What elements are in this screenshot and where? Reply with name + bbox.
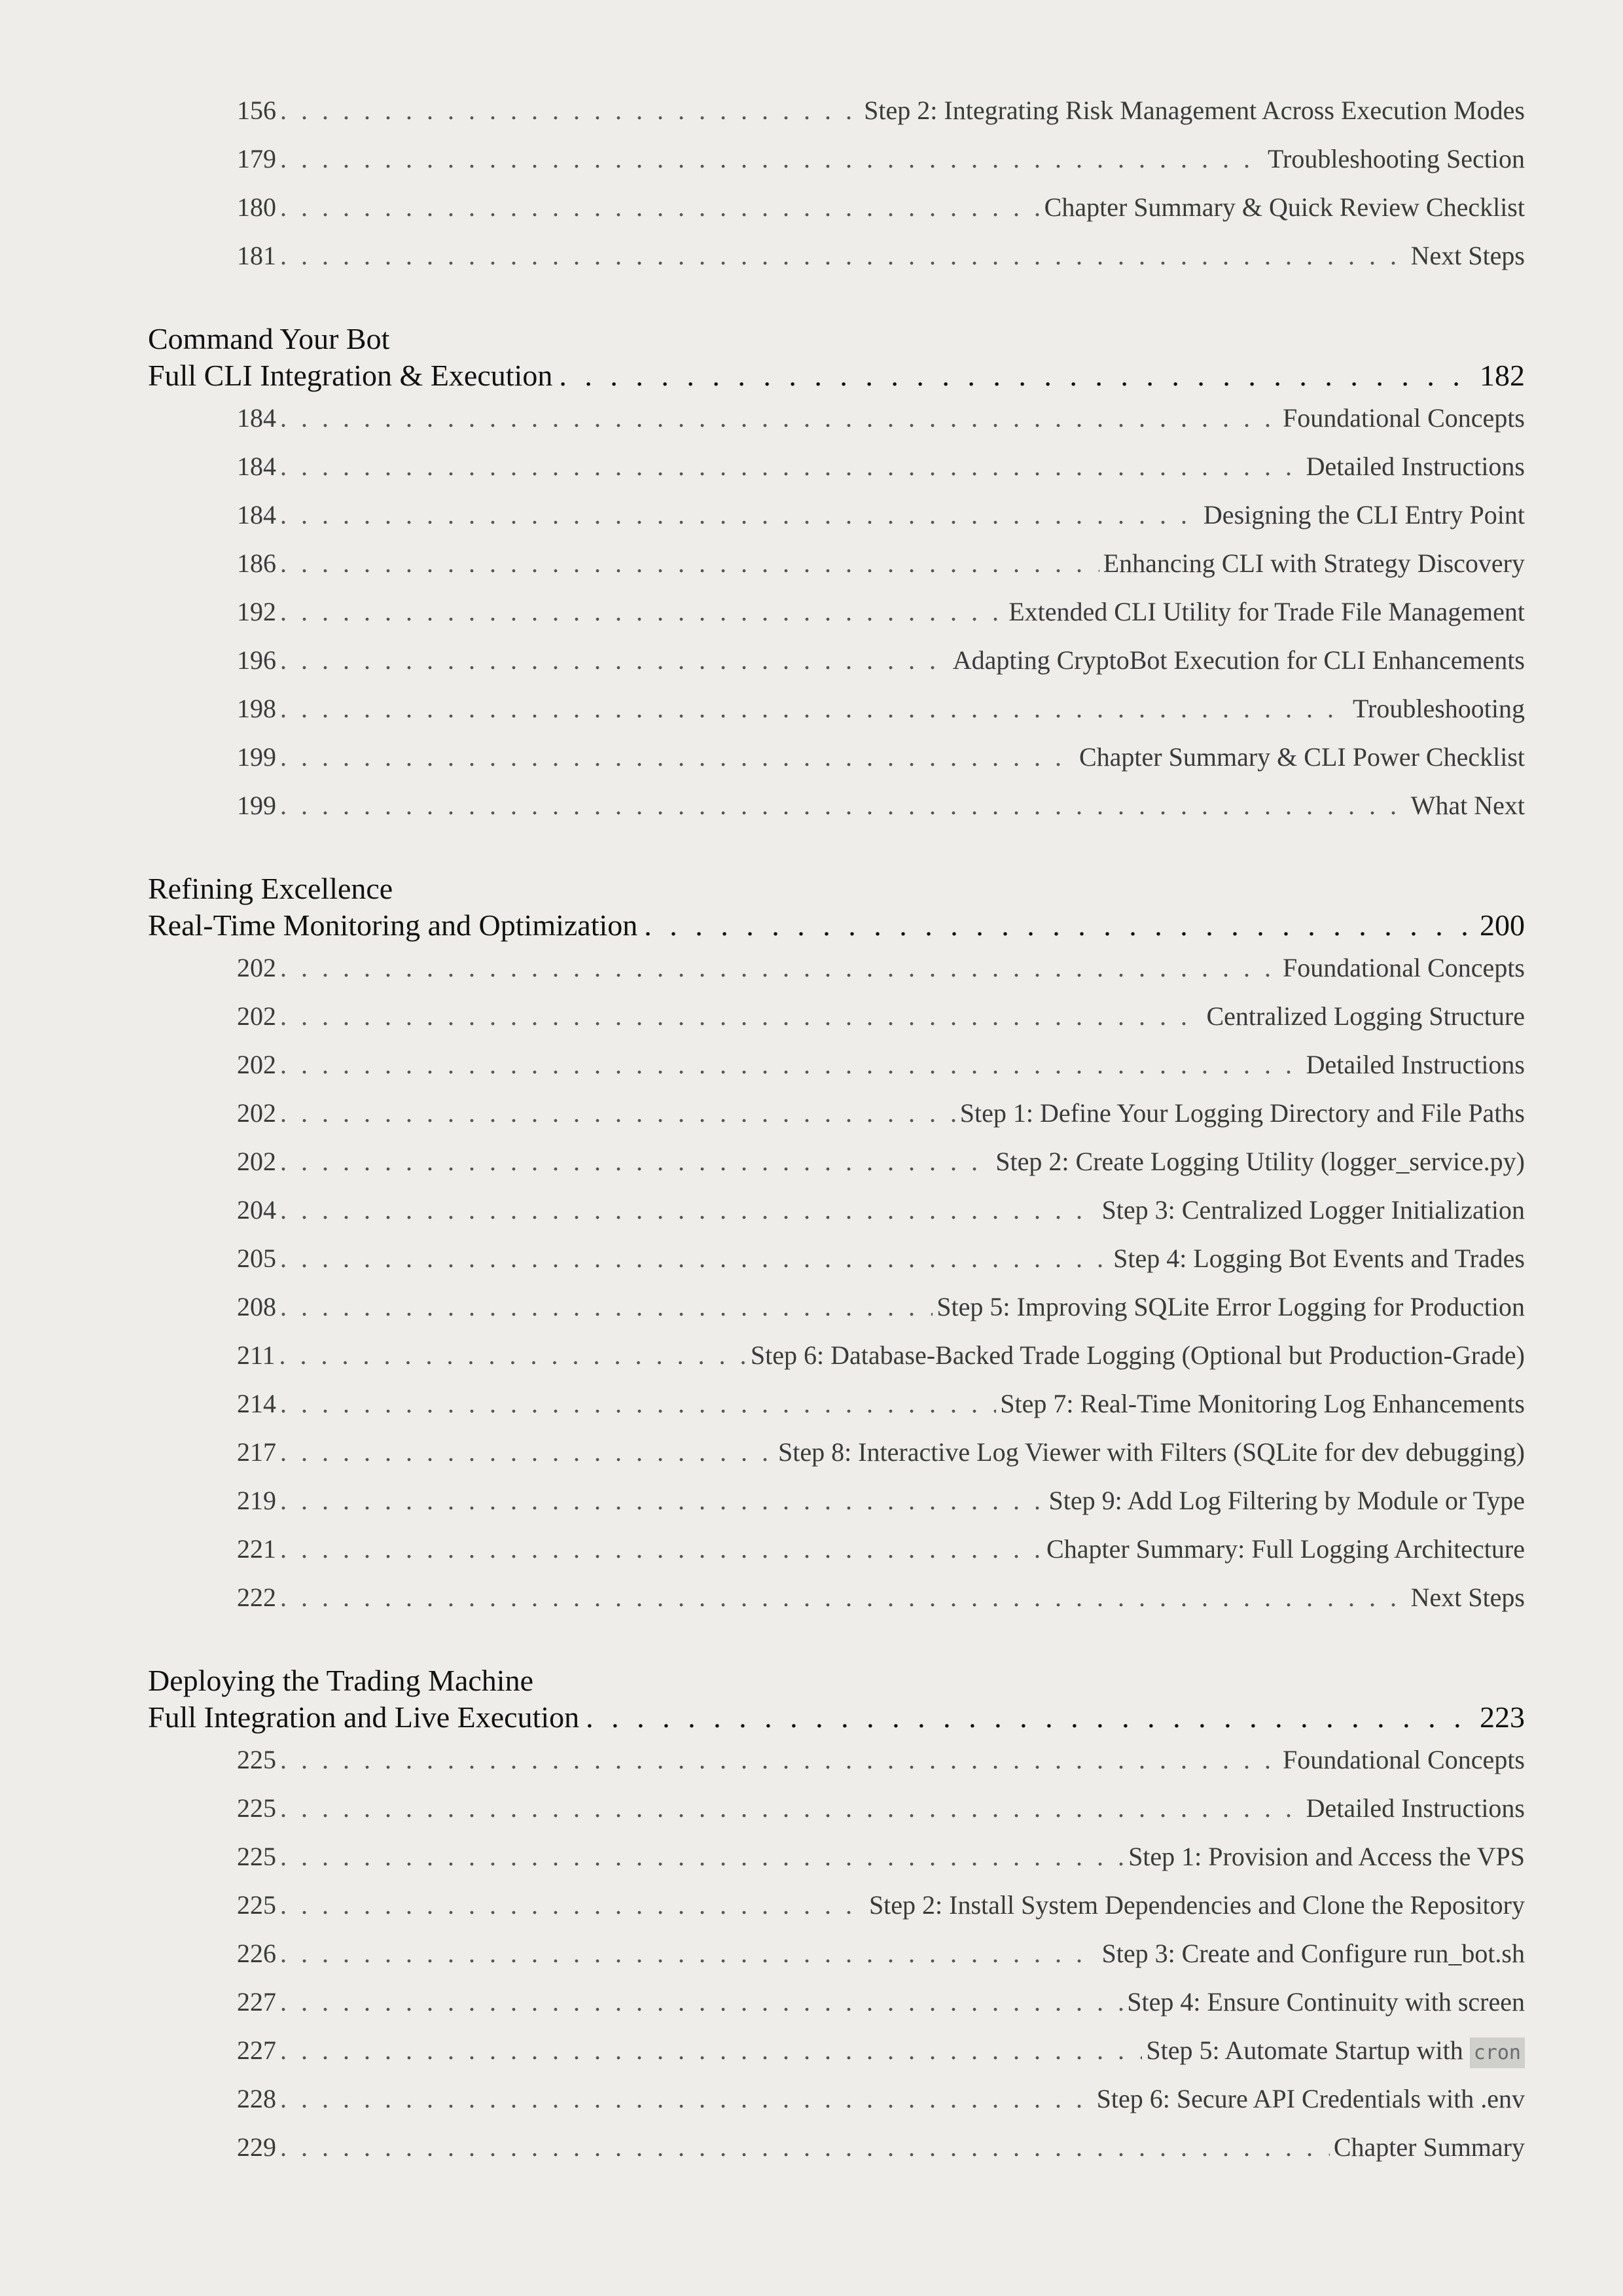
toc-entry[interactable]	[237, 1234, 1525, 1283]
entry-page-number: 225	[237, 1842, 276, 1871]
entry-title	[1146, 2026, 1525, 2077]
entry-title-text: Chapter Summary	[1333, 2132, 1525, 2162]
entry-title-text: Centralized Logging Structure	[1206, 1001, 1525, 1031]
entry-page-number: 227	[237, 2036, 276, 2065]
dot-leader	[280, 944, 1279, 992]
dot-leader	[280, 1881, 865, 1929]
toc-entry[interactable]	[237, 86, 1525, 135]
entry-title-text: Step 3: Create and Configure run_bot.sh	[1101, 1939, 1525, 1968]
entry-title-text: Chapter Summary: Full Logging Architecture	[1046, 1534, 1525, 1564]
entry-title	[1127, 1978, 1525, 2026]
dot-leader	[280, 636, 949, 685]
chapter-subtitle: Full CLI Integration & Execution	[148, 359, 553, 392]
entry-page-number: 179	[237, 144, 276, 173]
entry-title	[1411, 232, 1525, 280]
dot-leader	[280, 183, 1041, 232]
toc-entry[interactable]	[237, 394, 1525, 442]
chapter-heading-row[interactable]	[148, 357, 1525, 394]
entry-page-number: 184	[237, 452, 276, 481]
entry-title-text: Enhancing CLI with Strategy Discovery	[1103, 548, 1525, 578]
toc-entry[interactable]	[237, 992, 1525, 1041]
entry-title	[1268, 135, 1525, 183]
leading-entries	[148, 86, 1525, 280]
entry-title-text: Step 9: Add Log Filtering by Module or Type	[1048, 1486, 1525, 1515]
entry-page-number: 211	[237, 1340, 276, 1370]
chapter-dot-leader	[586, 1699, 1473, 1736]
entry-title	[1113, 1234, 1525, 1283]
toc-entry[interactable]	[237, 232, 1525, 280]
toc-entry[interactable]	[237, 183, 1525, 232]
entry-title	[1283, 1736, 1525, 1784]
chapter-dot-leader	[644, 907, 1473, 944]
dot-leader	[280, 1525, 1043, 1573]
toc-entry[interactable]	[237, 733, 1525, 781]
chapter-list	[148, 321, 1525, 2172]
entry-title	[995, 1138, 1525, 1186]
toc-entry[interactable]	[237, 1784, 1525, 1833]
entry-title-text: Step 2: Install System Dependencies and Clone the Repository	[868, 1890, 1525, 1920]
entry-page-number: 228	[237, 2084, 276, 2113]
entry-title-text: Step 1: Define Your Logging Directory and File Paths	[959, 1098, 1525, 1128]
table-of-contents	[148, 86, 1525, 2177]
entry-title	[1046, 1525, 1525, 1573]
entry-page-number: 180	[237, 192, 276, 222]
chapter-block	[148, 870, 1525, 1622]
toc-entry[interactable]	[237, 1477, 1525, 1525]
entry-page-number: 181	[237, 241, 276, 270]
entry-title	[1048, 1477, 1525, 1525]
entry-title	[1102, 1186, 1525, 1234]
toc-entry[interactable]	[237, 135, 1525, 183]
toc-entry[interactable]	[237, 2075, 1525, 2123]
entry-page-number: 217	[237, 1437, 276, 1467]
entry-title	[1306, 1041, 1525, 1089]
entry-title	[1411, 1573, 1525, 1622]
toc-entry[interactable]	[237, 1525, 1525, 1573]
toc-entry[interactable]	[237, 1041, 1525, 1089]
entry-title-text: Step 8: Interactive Log Viewer with Filters (SQLite for dev debugging)	[777, 1437, 1525, 1467]
dot-leader	[280, 733, 1075, 781]
dot-leader	[280, 992, 1202, 1041]
chapter-page-number: 223	[1480, 1700, 1525, 1734]
dot-leader	[280, 442, 1302, 491]
entry-title	[1097, 2075, 1525, 2123]
dot-leader	[280, 1283, 933, 1331]
dot-leader	[280, 2026, 1142, 2075]
dot-leader	[280, 1736, 1279, 1784]
dot-leader	[280, 588, 1005, 636]
entry-title-text: Detailed Instructions	[1306, 1793, 1525, 1823]
toc-entry[interactable]	[237, 1428, 1525, 1477]
entry-page-number: 184	[237, 403, 276, 433]
entry-page-number: 202	[237, 1098, 276, 1128]
entry-page-number: 184	[237, 500, 276, 529]
entry-page-number: 219	[237, 1486, 276, 1515]
entry-title	[1334, 2123, 1525, 2172]
chapter-page-number: 182	[1480, 359, 1525, 392]
entry-title-text: Troubleshooting	[1352, 694, 1525, 723]
entry-title-text: Foundational Concepts	[1283, 403, 1525, 433]
chapter-dot-leader	[559, 357, 1473, 394]
toc-entry[interactable]	[237, 1573, 1525, 1622]
entry-page-number: 199	[237, 791, 276, 820]
toc-entry[interactable]	[237, 1331, 1525, 1380]
entry-title	[953, 636, 1525, 685]
entry-title-text: Step 3: Centralized Logger Initialization	[1101, 1195, 1525, 1225]
toc-entry[interactable]	[237, 588, 1525, 636]
entry-title-text: What Next	[1410, 791, 1525, 820]
dot-leader	[280, 685, 1349, 733]
entry-title	[1306, 442, 1525, 491]
entry-title	[936, 1283, 1525, 1331]
entry-title	[1283, 394, 1525, 442]
entry-page-number: 192	[237, 597, 276, 626]
dot-leader	[280, 781, 1407, 830]
entry-page-number: 226	[237, 1939, 276, 1968]
dot-leader	[280, 1186, 1098, 1234]
entry-title-text: Detailed Instructions	[1306, 1050, 1525, 1079]
entry-title-text: Troubleshooting Section	[1268, 144, 1525, 173]
entry-page-number: 229	[237, 2132, 276, 2162]
entry-page-number: 205	[237, 1244, 276, 1273]
toc-entry[interactable]	[237, 1881, 1525, 1929]
chapter-subtitle: Real-Time Monitoring and Optimization	[148, 908, 638, 942]
dot-leader	[279, 1331, 747, 1380]
entry-page-number: 214	[237, 1389, 276, 1418]
entry-title	[1411, 781, 1525, 830]
dot-leader	[280, 86, 860, 135]
dot-leader	[280, 539, 1099, 588]
entry-page-number: 225	[237, 1890, 276, 1920]
entry-title-text: Chapter Summary & Quick Review Checklist	[1044, 192, 1525, 222]
entry-title-text: Extended CLI Utility for Trade File Management	[1008, 597, 1525, 626]
entry-title	[1079, 733, 1525, 781]
entry-title-text: Next Steps	[1410, 1583, 1525, 1612]
entry-title-text: Designing the CLI Entry Point	[1203, 500, 1525, 529]
entry-title-text: Step 6: Secure API Credentials with .env	[1096, 2084, 1525, 2113]
chapter-heading-row[interactable]	[148, 1699, 1525, 1736]
dot-leader	[280, 1929, 1097, 1978]
toc-entry[interactable]	[237, 442, 1525, 491]
entry-title	[1101, 1929, 1525, 1978]
toc-entry[interactable]	[237, 491, 1525, 539]
chapter-page-number: 200	[1480, 908, 1525, 942]
dot-leader	[280, 1428, 774, 1477]
entry-title-text: Step 5: Automate Startup with	[1146, 2036, 1470, 2065]
entry-page-number: 227	[237, 1987, 276, 2017]
toc-entry[interactable]	[237, 1138, 1525, 1186]
toc-entry[interactable]	[237, 1736, 1525, 1784]
entry-page-number: 202	[237, 1147, 276, 1176]
dot-leader	[280, 1978, 1123, 2026]
entry-title-text: Step 4: Ensure Continuity with screen	[1127, 1987, 1525, 2017]
dot-leader	[280, 2075, 1093, 2123]
dot-leader	[280, 1089, 956, 1138]
entry-title-text: Step 2: Integrating Risk Management Across Execution Modes	[864, 96, 1525, 125]
entry-page-number: 202	[237, 953, 276, 982]
entry-title-text: Foundational Concepts	[1283, 953, 1525, 982]
chapter-block	[148, 1662, 1525, 2172]
toc-entry[interactable]	[237, 1833, 1525, 1881]
entry-title	[1044, 183, 1525, 232]
dot-leader	[280, 2123, 1330, 2172]
entry-title	[1103, 539, 1525, 588]
entry-title-text: Foundational Concepts	[1283, 1745, 1525, 1774]
entry-page-number: 222	[237, 1583, 276, 1612]
entry-title	[1204, 491, 1525, 539]
entry-title-text: Step 4: Logging Bot Events and Trades	[1113, 1244, 1525, 1273]
entry-title	[1008, 588, 1525, 636]
entry-title	[1353, 685, 1525, 733]
entry-page-number: 196	[237, 645, 276, 675]
toc-entry[interactable]	[237, 2026, 1525, 2075]
toc-entry[interactable]	[237, 539, 1525, 588]
chapter-block	[148, 321, 1525, 830]
entry-title-text: Step 7: Real-Time Monitoring Log Enhancements	[1000, 1389, 1525, 1418]
entry-title	[1206, 992, 1525, 1041]
entry-page-number: 202	[237, 1001, 276, 1031]
entry-title-text: Next Steps	[1410, 241, 1525, 270]
entry-title	[864, 86, 1525, 135]
entry-title-text: Step 6: Database-Backed Trade Logging (Optional but Production-Grade)	[750, 1340, 1525, 1370]
dot-leader	[280, 1380, 996, 1428]
toc-entry[interactable]	[237, 1380, 1525, 1428]
entry-title-text: Chapter Summary & CLI Power Checklist	[1079, 742, 1525, 772]
entry-page-number: 208	[237, 1292, 276, 1321]
dot-leader	[280, 1234, 1109, 1283]
entry-title-text: Detailed Instructions	[1306, 452, 1525, 481]
dot-leader	[280, 1784, 1302, 1833]
entry-title-text: Step 2: Create Logging Utility (logger_service.py)	[995, 1147, 1525, 1176]
entry-title	[869, 1881, 1525, 1929]
toc-entry[interactable]	[237, 1283, 1525, 1331]
toc-entry[interactable]	[237, 685, 1525, 733]
entry-page-number: 156	[237, 96, 276, 125]
chapter-subtitle: Full Integration and Live Execution	[148, 1700, 580, 1734]
toc-entry[interactable]	[237, 2123, 1525, 2172]
entry-page-number: 199	[237, 742, 276, 772]
chapter-title[interactable]: Deploying the Trading Machine	[148, 1664, 533, 1697]
chapter-heading-row[interactable]	[148, 907, 1525, 944]
toc-entry[interactable]	[237, 781, 1525, 830]
entry-page-number: 225	[237, 1745, 276, 1774]
toc-entry[interactable]	[237, 1929, 1525, 1978]
entry-title-text: Step 5: Improving SQLite Error Logging for Production	[936, 1292, 1525, 1321]
dot-leader	[280, 1138, 991, 1186]
entry-title	[1306, 1784, 1525, 1833]
entry-title-text: Step 1: Provision and Access the VPS	[1128, 1842, 1525, 1871]
entry-title	[1128, 1833, 1525, 1881]
dot-leader	[280, 232, 1407, 280]
dot-leader	[280, 1573, 1407, 1622]
dot-leader	[280, 1477, 1044, 1525]
dot-leader	[280, 1833, 1124, 1881]
entry-page-number: 204	[237, 1195, 276, 1225]
entry-title	[751, 1331, 1525, 1380]
entry-page-number: 198	[237, 694, 276, 723]
toc-entry[interactable]	[237, 1978, 1525, 2026]
toc-entry[interactable]	[237, 636, 1525, 685]
toc-entry[interactable]	[237, 1089, 1525, 1138]
entry-page-number: 186	[237, 548, 276, 578]
entry-title	[960, 1089, 1525, 1138]
dot-leader	[280, 491, 1200, 539]
toc-entry[interactable]	[237, 944, 1525, 992]
chapter-title[interactable]: Refining Excellence	[148, 872, 393, 905]
dot-leader	[280, 1041, 1302, 1089]
entry-title	[1283, 944, 1525, 992]
dot-leader	[280, 135, 1264, 183]
entry-page-number: 225	[237, 1793, 276, 1823]
entry-title	[1000, 1380, 1525, 1428]
dot-leader	[280, 394, 1279, 442]
chapter-title[interactable]: Command Your Bot	[148, 322, 390, 355]
entry-page-number: 202	[237, 1050, 276, 1079]
toc-entry[interactable]	[237, 1186, 1525, 1234]
entry-page-number: 221	[237, 1534, 276, 1564]
inline-code: cron	[1470, 2037, 1525, 2068]
entry-title-text: Adapting CryptoBot Execution for CLI Enhancements	[952, 645, 1525, 675]
entry-title	[778, 1428, 1525, 1477]
